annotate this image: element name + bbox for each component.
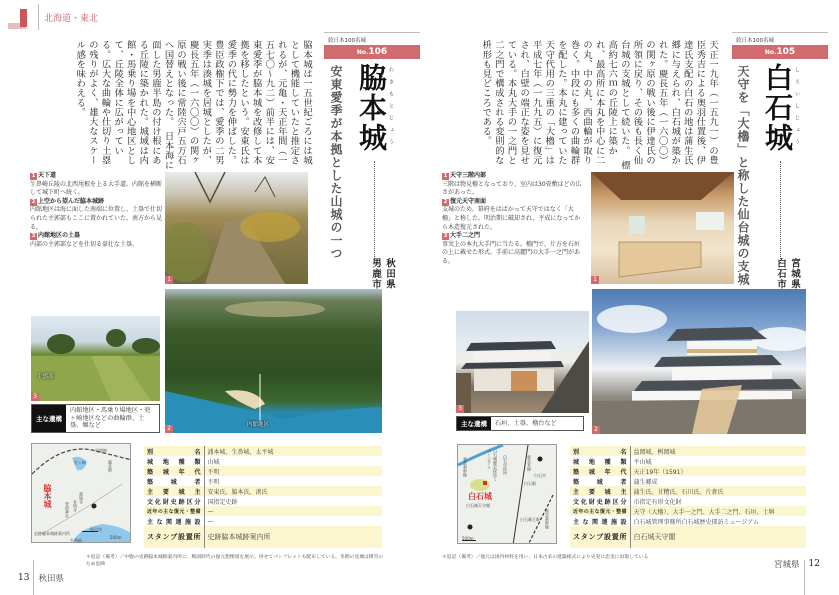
info-row	[570, 516, 806, 526]
map-label: 秋田湾	[90, 527, 102, 532]
map-label: 白石市	[534, 473, 546, 478]
footnote: ＊追記（備考）／復元は国内材料を用い、日本古来の建築様式により史実に忠実に再現している	[442, 555, 649, 560]
map-label: 東北新幹線	[545, 509, 550, 529]
map-label: 白石駅	[524, 481, 536, 486]
map-label: 史跡脇本城跡案内所	[34, 531, 70, 536]
castle-location: 秋田県男鹿市	[370, 258, 395, 290]
map-scale: 500m	[462, 536, 474, 541]
remains-label: 主な遺構	[32, 405, 66, 432]
map-label: 東北新幹線	[463, 457, 468, 477]
castle-info-table	[144, 446, 382, 548]
info-key: 文化財史跡区分	[570, 496, 630, 506]
info-key: 築城年代	[570, 466, 630, 476]
castle-title-block	[732, 32, 828, 298]
page-folio	[18, 560, 64, 595]
photo-aerial-view	[165, 289, 382, 433]
region-header	[6, 4, 98, 30]
info-row	[570, 456, 806, 466]
map-label: 白石城歴史探訪ミュージアム	[487, 449, 498, 481]
info-row	[144, 516, 382, 526]
info-value: 市指定有形文化財	[630, 496, 806, 506]
folio-divider	[33, 560, 34, 595]
info-row	[144, 456, 382, 466]
info-row	[144, 486, 382, 496]
folio-divider	[804, 560, 805, 595]
caption-number: 2	[443, 198, 448, 205]
info-row	[144, 476, 382, 486]
photo-number: 2	[592, 426, 600, 434]
info-key: 別名	[570, 446, 630, 456]
photo-number: 1	[165, 276, 173, 284]
caption-number: 1	[443, 172, 448, 179]
map-scale: 500m	[110, 535, 122, 540]
caption-number: 3	[31, 232, 36, 239]
prefecture-label: 宮城県	[774, 560, 800, 570]
remains-label: 主な遺構	[457, 417, 491, 430]
map-label: 生鼻崎	[70, 538, 82, 543]
castle-illustration	[592, 289, 806, 434]
info-value: 不明	[204, 466, 382, 476]
location-map	[31, 443, 131, 543]
photo-tenshu-exterior	[592, 289, 806, 434]
map-label: 萬境寺	[79, 492, 84, 504]
map-label: 菅原神社	[65, 502, 70, 518]
caption-title	[30, 172, 162, 181]
info-value: 益岡城、桝岡城	[630, 446, 806, 456]
caption-number: 2	[31, 198, 36, 205]
info-value: 不明	[204, 476, 382, 486]
caption-text: 内部の主郭部などを仕切る豪壮な土塁。	[30, 240, 139, 248]
info-value: 浦本城、生鼻城、太平城	[204, 446, 382, 456]
map-label: 打ヶ崎	[74, 460, 86, 465]
photo-number: 3	[456, 405, 464, 413]
caption-title-text: 上空から望んだ脇本城跡	[38, 197, 105, 205]
caption-text: 事実上の本丸大手門に当たる。櫓門で、片方を石垣の上に載せた形式。手前に高麗門の大手一之門がある。	[442, 240, 581, 265]
page-number: 13	[18, 572, 30, 583]
info-row	[570, 496, 806, 506]
caption-title	[442, 232, 582, 241]
info-value: 史跡脇本城跡案内所	[204, 526, 382, 548]
info-key: 文化財史跡区分	[144, 496, 204, 506]
info-row	[144, 446, 382, 456]
castle-title-block	[324, 32, 420, 298]
castle-info-table	[570, 446, 806, 548]
series-label: 続日本100名城	[732, 32, 828, 45]
caption-title-text: 天下道	[38, 172, 57, 179]
info-value: 白石城天守閣	[630, 526, 806, 548]
info-row	[144, 466, 382, 476]
furigana: わきもとじょう	[388, 67, 394, 151]
info-key: スタンプ設置所	[144, 526, 204, 548]
info-value: —	[204, 506, 382, 516]
series-label: 続日本100名城	[324, 32, 420, 45]
info-value: —	[204, 516, 382, 526]
japan-map-icon	[6, 5, 30, 29]
info-value: 天正19年（1591）	[630, 466, 806, 476]
main-remains-box	[31, 404, 160, 433]
photo-label: 内館地区	[247, 422, 270, 428]
dotted-leader	[374, 161, 375, 263]
location-map	[457, 444, 557, 544]
info-row	[570, 486, 806, 496]
photo-earthwork	[31, 316, 160, 401]
info-key: 主要城主	[570, 486, 630, 496]
furigana: しろいしじょう	[794, 67, 800, 151]
castle-subtitle: 安東愛季が本拠とした山城の一つ	[329, 65, 343, 260]
info-value: 安東氏、脇本氏、湊氏	[204, 486, 382, 496]
info-key: スタンプ設置所	[570, 526, 630, 548]
map-castle-label: 白石城	[468, 492, 492, 501]
info-row	[570, 506, 806, 516]
info-row	[570, 526, 806, 548]
info-row	[144, 506, 382, 516]
caption-text: 支城のため、幕府をはばかって天守ではなく「大櫓」と称した。明治期に破却され、平成になってから木造復元された。	[442, 206, 581, 231]
photo-number: 1	[591, 276, 599, 284]
divider	[38, 4, 39, 30]
castle-name: 脇本城	[355, 63, 388, 153]
region-label: 北海道・東北	[44, 13, 99, 24]
caption-title-text: 復元天守南面	[450, 197, 487, 205]
info-value: 白石城管理事務所白石城歴史探訪ミュージアム	[630, 516, 806, 526]
number-prefix: No.	[764, 49, 777, 56]
number-prefix: No.	[356, 49, 369, 56]
info-row	[144, 496, 382, 506]
photo-number: 3	[31, 393, 39, 401]
info-key: 主要城主	[144, 486, 204, 496]
map-label: 男鹿線	[95, 448, 107, 453]
caption-text: 生鼻崎丘陵の北西尾根を上る大手道。内館を横断して城下町へ続く。	[30, 180, 163, 197]
caption-text: 内館地区は海に面した南端に位置し、土塁で仕切られた主郭部もここに置かれていた。南方から見る。	[30, 206, 163, 231]
info-key: 主な関連施設	[144, 516, 204, 526]
caption-title-text: 大手二之門	[450, 232, 481, 240]
photo-captions	[442, 172, 582, 267]
info-row	[570, 466, 806, 476]
info-value: 蒲生氏、甘糟氏、石川氏、片倉氏	[630, 486, 806, 496]
map-label: 白石市役所	[503, 455, 508, 475]
info-value: 天守（大櫓）、大手一之門、大手二之門、石垣、土塀	[630, 506, 806, 516]
page-number: 12	[808, 559, 820, 569]
map-label: 東北本線	[527, 455, 532, 471]
info-key: 城地種類	[144, 456, 204, 466]
map-label: 白石蔵王駅	[520, 517, 540, 522]
info-value: 国指定史跡	[204, 496, 382, 506]
info-key: 築城者	[570, 476, 630, 486]
info-key: 近年の主な復元・整備	[570, 506, 630, 516]
map-label: 本明寺	[73, 500, 78, 512]
info-row	[570, 446, 806, 456]
info-key: 別名	[144, 446, 204, 456]
body-text: 天正一九年（一五九一）の豊臣秀吉による奥羽仕置後、伊達氏支配の白石の地は蒲生氏郷に与えられ、白石城が築かれた。慶長五年（一六〇〇）の関ヶ原の戦い後に伊達氏の所領に戻り、その後も長く仙台城の支城として続いた。 標高約七六ｍの丘陵上に築かれ、最高所に本丸を中心に二の丸、中の丸、西曲輪が取り巻く。中段にも多くの曲輪群を配した。本丸に建っていた天守代用の三重の「大櫓」は平成七年（一九九五）に復元され、白壁の端正な姿を見せている。本丸大手の一之門と二之門で構成される変則的な枡形も見どころである。	[480, 40, 718, 170]
page-folio	[774, 560, 820, 568]
caption-title	[442, 172, 582, 181]
aerial-illustration	[165, 289, 382, 433]
footnote: ＊追記（備考）／中腹の史跡脇本城跡案内所に、戦国時代の復元想像図を展示。併せてパンフレットも配布している。冬期の登城は積雪のため危険	[86, 555, 384, 567]
info-value: 平山城	[630, 456, 806, 466]
info-row	[144, 526, 382, 548]
map-label: 白石城天守閣	[466, 503, 490, 508]
dotted-leader	[780, 161, 781, 263]
photo-tenshu-interior	[591, 172, 734, 284]
remains-text: 内館地区・馬乗り場地区・兜ヶ崎地区などの曲輪群、土塁、堀など	[70, 407, 151, 430]
caption-title-text: 内館地区の土塁	[38, 232, 81, 240]
castle-location: 宮城県白石市	[775, 258, 800, 290]
earthwork-illustration	[31, 316, 160, 401]
castle-number: 106	[368, 47, 388, 57]
info-value: 山城	[204, 456, 382, 466]
main-remains-box	[456, 416, 584, 431]
castle-subtitle: 天守を「大櫓」と称した仙台城の支城	[736, 65, 750, 286]
caption-number: 3	[443, 232, 448, 239]
right-page	[420, 0, 839, 595]
photo-mountain-path	[165, 172, 308, 284]
map-castle-label: 脇本城	[43, 484, 52, 508]
info-key: 近年の主な復元・整備	[144, 506, 204, 516]
interior-illustration	[591, 172, 734, 284]
body-text: 脇本城は一五世紀ごろには城として機能していたと推定されるが、元亀・天正年間（一五七〇〜九二）前半には、安東愛季が脇本城を改修して本拠を移したという。安東氏は愛季の代に勢力を伸ばした。豊臣政権下では、愛季の二男実季は湊城を居城としたが、慶長五年（一六〇〇）の関ヶ原の戦い後に常陸宍戸五万石へ国替えとなった。 日本海に面した男鹿半島の付け根にある丘陵に築かれた。城域は内館・馬乗り場を中心地区として、丘陵全体に広がっている。広大な曲輪や仕切り土塁の残りがよく、雄大なスケール感を味わえる。	[74, 40, 312, 170]
info-value: 蒲生郷成	[630, 476, 806, 486]
map-label: 脇本駅	[108, 460, 113, 472]
info-row	[570, 476, 806, 486]
photo-label: 主郭部	[37, 374, 54, 380]
info-key: 城地種類	[570, 456, 630, 466]
path-illustration	[165, 172, 308, 284]
castle-name: 白石城	[761, 63, 794, 153]
caption-title	[30, 232, 162, 241]
info-key: 築城者	[144, 476, 204, 486]
prefecture-label: 秋田県	[38, 573, 64, 584]
caption-number: 1	[31, 172, 36, 179]
castle-number: 105	[776, 47, 796, 57]
caption-title-text: 天守三階内部	[450, 172, 487, 179]
photo-captions	[30, 172, 162, 249]
info-key: 築城年代	[144, 466, 204, 476]
info-key: 主な関連施設	[570, 516, 630, 526]
castle-number-badge	[732, 45, 828, 59]
photo-number: 2	[165, 425, 173, 433]
photo-ote-ninomon	[456, 311, 589, 413]
caption-text: 三階は物見櫓となっており、室内は30畳敷ほどの広さがあった。	[442, 180, 582, 197]
remains-text: 石垣、土塁、櫓台など	[495, 419, 557, 427]
castle-number-badge	[324, 45, 420, 59]
gate-illustration	[456, 311, 589, 413]
